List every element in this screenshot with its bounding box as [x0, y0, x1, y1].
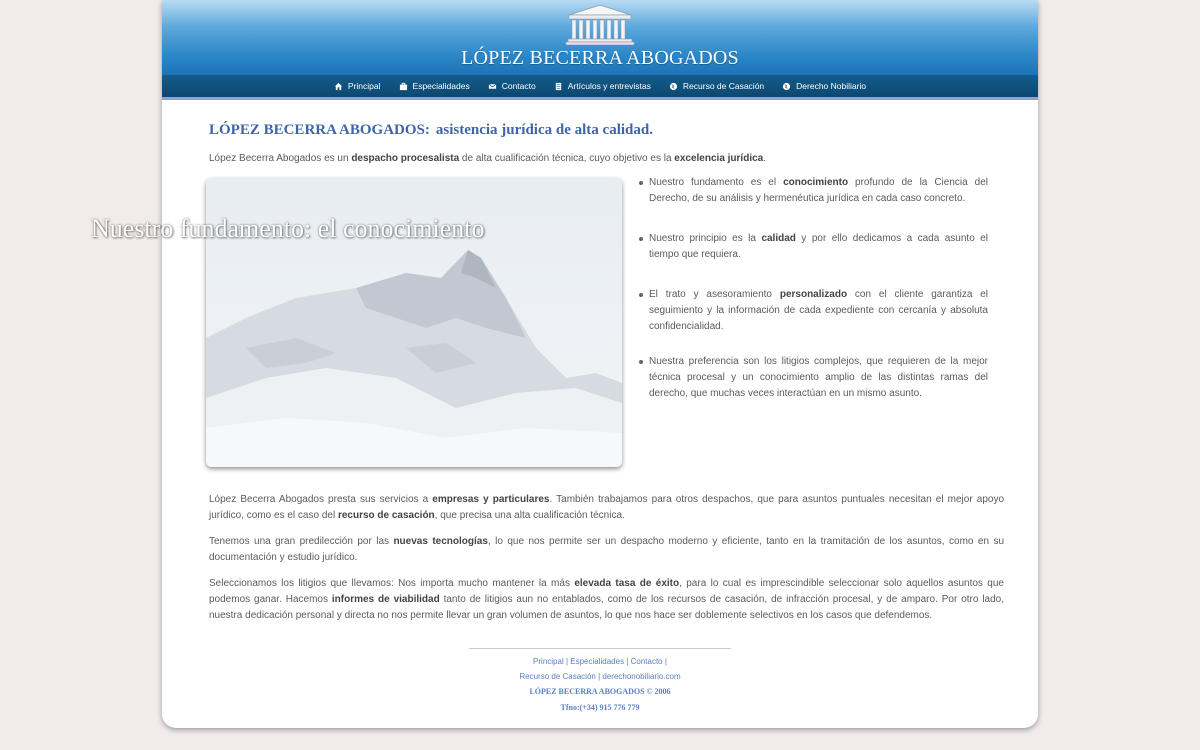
- nav-label: Especialidades: [412, 81, 470, 91]
- footer-link-derechonobiliario[interactable]: derechonobiliario.com: [602, 672, 681, 681]
- text: López Becerra Abogados es un: [209, 153, 352, 164]
- globe-icon: [669, 82, 678, 91]
- nav-item-recurso-casacion[interactable]: [669, 81, 764, 91]
- footer-links-row: [469, 669, 731, 684]
- footer-link-contacto[interactable]: Contacto: [630, 657, 663, 666]
- text: .: [763, 153, 767, 164]
- site-header: [162, 0, 1038, 75]
- bold-text: personalizado: [779, 289, 848, 300]
- nav-item-especialidades[interactable]: [399, 81, 470, 91]
- home-icon: [334, 82, 343, 91]
- text: El trato y asesoramiento: [649, 289, 780, 300]
- separator: |: [662, 657, 667, 666]
- text: . También trabajamos para otros despachos, que para asuntos puntuales necesitan el mejor apoyo jurídico, como es el caso del: [209, 494, 1005, 521]
- briefcase-icon: [399, 82, 408, 91]
- text: Nuestro principio es la: [649, 233, 762, 244]
- separator: |: [563, 657, 571, 666]
- bold-text: calidad: [761, 233, 796, 244]
- bold-text: nuevas tecnologías: [393, 536, 488, 547]
- footer-link-especialidades[interactable]: Especialidades: [570, 657, 625, 666]
- document-icon: [554, 82, 563, 91]
- footer-link-principal[interactable]: Principal: [533, 657, 564, 666]
- temple-logo[interactable]: [565, 3, 635, 45]
- text: Tenemos una gran predilección por las: [209, 536, 394, 547]
- heading-subtitle: asistencia jurídica de alta calidad.: [435, 122, 653, 138]
- text: , que precisa una alta cualificación técnica.: [434, 510, 625, 521]
- text: Nuestra preferencia son los litigios complejos, que requieren de la mejor técnica procesal y un conocimiento amplio de las distintas ramas del derecho, que muchas veces interactúan en un mismo asunto.: [649, 356, 988, 399]
- bold-text: despacho procesalista: [351, 153, 460, 164]
- bold-text: excelencia jurídica: [674, 153, 764, 164]
- nav-item-contacto[interactable]: [488, 81, 536, 91]
- footer-copyright: LÓPEZ BECERRA ABOGADOS © 2006: [529, 687, 671, 696]
- text: , para lo cual es imprescindible seleccionar solo aquellos asuntos que podemos ganar. Hacemos: [209, 578, 1004, 605]
- nav-label: Artículos y entrevistas: [567, 81, 651, 91]
- envelope-icon: [488, 82, 497, 91]
- list-item: [649, 175, 988, 207]
- selection-paragraph: [209, 576, 1004, 624]
- text: Seleccionamos los litigios que llevamos: Nos importa mucho mantener la más: [209, 578, 575, 589]
- text: de alta cualificación técnica, cuyo objetivo es la: [459, 153, 675, 164]
- separator: |: [595, 672, 603, 681]
- text: tanto de litigios aun no entablados, como de los recursos de casación, de infracción procesal, y de amparo. Por otro lado, nuestra dedicación personal y directa no nos permite llevar un gran volumen de asuntos, lo que nos hace ser doblemente selectivos en los casos que defendemos.: [209, 594, 1005, 621]
- hero-caption: Nuestro fundamento: el conocimiento: [91, 214, 485, 243]
- bold-text: elevada tasa de éxito: [574, 578, 680, 589]
- nav-item-derecho-nobiliario[interactable]: [782, 81, 866, 91]
- nav-label: Contacto: [501, 81, 536, 91]
- text: Nuestro fundamento es el: [649, 177, 784, 188]
- text: y por ello dedicamos a cada asunto el tiempo que requiera.: [649, 233, 988, 260]
- nav-item-principal[interactable]: [334, 81, 381, 91]
- bold-text: informes de viabilidad: [331, 594, 440, 605]
- separator: |: [624, 657, 631, 666]
- services-paragraph: [209, 492, 1004, 524]
- bold-text: recurso de casación: [337, 510, 435, 521]
- footer-links-row: [469, 654, 731, 669]
- list-item: [649, 231, 988, 263]
- site-footer: [469, 648, 731, 716]
- bold-text: empresas y particulares: [432, 494, 550, 505]
- bold-text: conocimiento: [783, 177, 849, 188]
- site-title: LÓPEZ BECERRA ABOGADOS: [461, 47, 739, 69]
- text: López Becerra Abogados presta sus servicios a: [209, 494, 433, 505]
- page-heading: [209, 122, 653, 139]
- page-container: [91, 0, 1038, 728]
- footer-link-recurso-casacion[interactable]: Recurso de Casación: [519, 672, 596, 681]
- footer-phone: Tfno:(+34) 915 776 779: [560, 703, 640, 712]
- text: , lo que nos permite ser un despacho moderno y eficiente, tanto en la tramitación de los asuntos, como en su documentación y estudio jurídico.: [209, 536, 1004, 563]
- text: profundo de la Ciencia del Derecho, de su análisis y hermenéutica jurídica en cada caso concreto.: [649, 177, 988, 204]
- nav-label: Principal: [347, 81, 381, 91]
- main-nav: [162, 75, 1038, 100]
- technology-paragraph: [209, 534, 1004, 566]
- intro-paragraph: [209, 151, 1009, 167]
- heading-title: LÓPEZ BECERRA ABOGADOS:: [209, 122, 430, 138]
- list-item: [649, 354, 988, 402]
- globe-icon: [782, 82, 791, 91]
- nav-label: Recurso de Casación: [682, 81, 765, 91]
- text: con el cliente garantiza el seguimiento y la información de cada expediente con cercanía y absoluta confidencialidad.: [649, 289, 989, 332]
- list-item: [649, 287, 988, 335]
- nav-item-articulos[interactable]: [554, 81, 651, 91]
- nav-label: Derecho Nobiliario: [796, 81, 867, 91]
